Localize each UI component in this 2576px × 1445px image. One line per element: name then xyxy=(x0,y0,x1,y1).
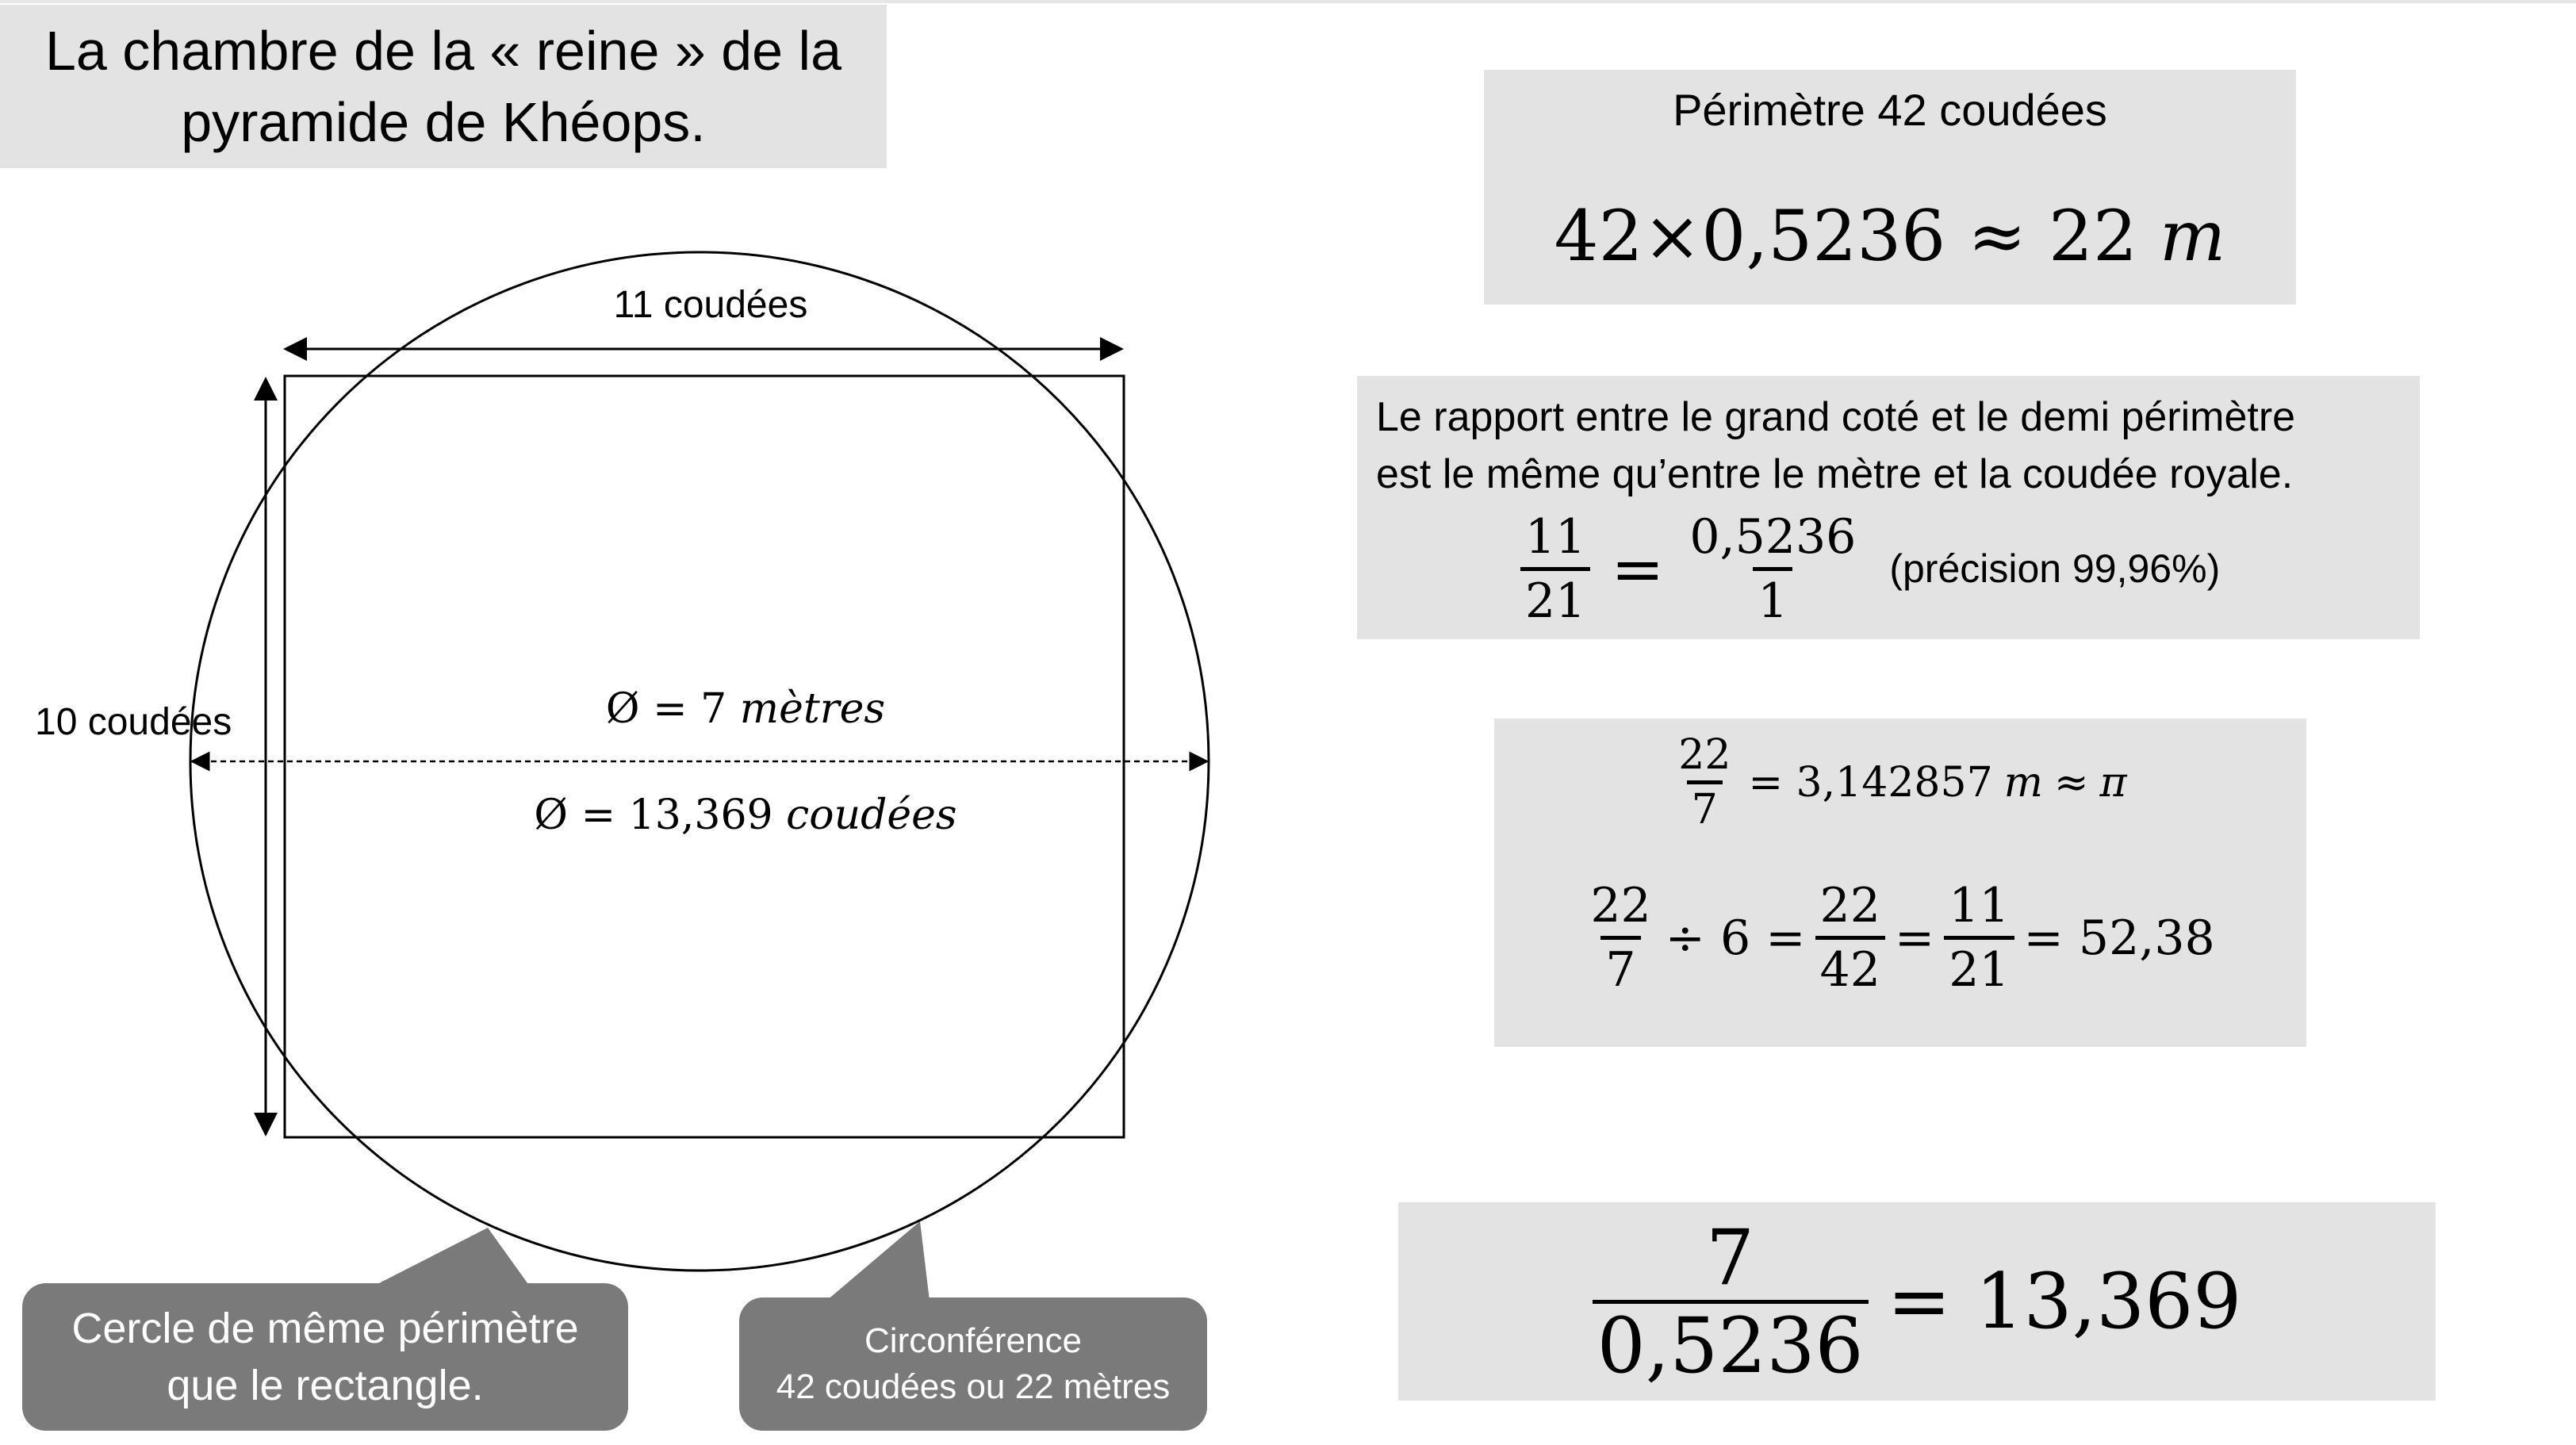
width-label: 11 coudées xyxy=(613,284,808,326)
pi-box xyxy=(1494,719,2306,1047)
pi-line-1: $\frac{22}{7}$ = 3,142857 m ≈ π xyxy=(1678,731,2127,834)
result-formula: $\frac{7}{0,5236}$ = 13,369 xyxy=(1398,1202,2436,1401)
callout-circumference: Circonférence 42 coudées ou 22 mètres xyxy=(739,1297,1207,1431)
rectangle-chamber xyxy=(285,376,1124,1137)
diameter-coudees-formula: Ø = 13,369 coudées xyxy=(534,791,957,839)
perimeter-formula: 42×0,5236 ≈ 22 m xyxy=(1554,195,2226,277)
callout-circle: Cercle de même périmètre que le rectangle. xyxy=(22,1283,628,1431)
callout-pointer-circle xyxy=(373,1228,530,1286)
callout-pointer-circumference xyxy=(826,1221,930,1301)
perimeter-title: Périmètre 42 coudées xyxy=(1673,85,2107,135)
perimeter-box xyxy=(1484,70,2296,305)
ratio-text: Le rapport entre le grand coté et le demi périmètre est le même qu’entre le mètre et la coudée royale. xyxy=(1376,394,2296,497)
diameter-meters-formula: Ø = 7 mètres xyxy=(605,685,886,733)
slide-title: La chambre de la « reine » de la pyramide de Khéops. xyxy=(0,5,887,168)
result-box xyxy=(1398,1202,2436,1401)
ratio-box xyxy=(1357,376,2420,639)
ratio-equation: $\frac{11}{21}$ = $\frac{0,5236}{1}$ (précision 99,96%) xyxy=(1357,509,2420,628)
pi-line-2: $\frac{22}{7}$ ÷ 6 = $\frac{22}{42}$ = $\frac{11}{21}$ = 52,38 xyxy=(1494,876,2306,1000)
height-label: 10 coudées xyxy=(35,701,232,743)
